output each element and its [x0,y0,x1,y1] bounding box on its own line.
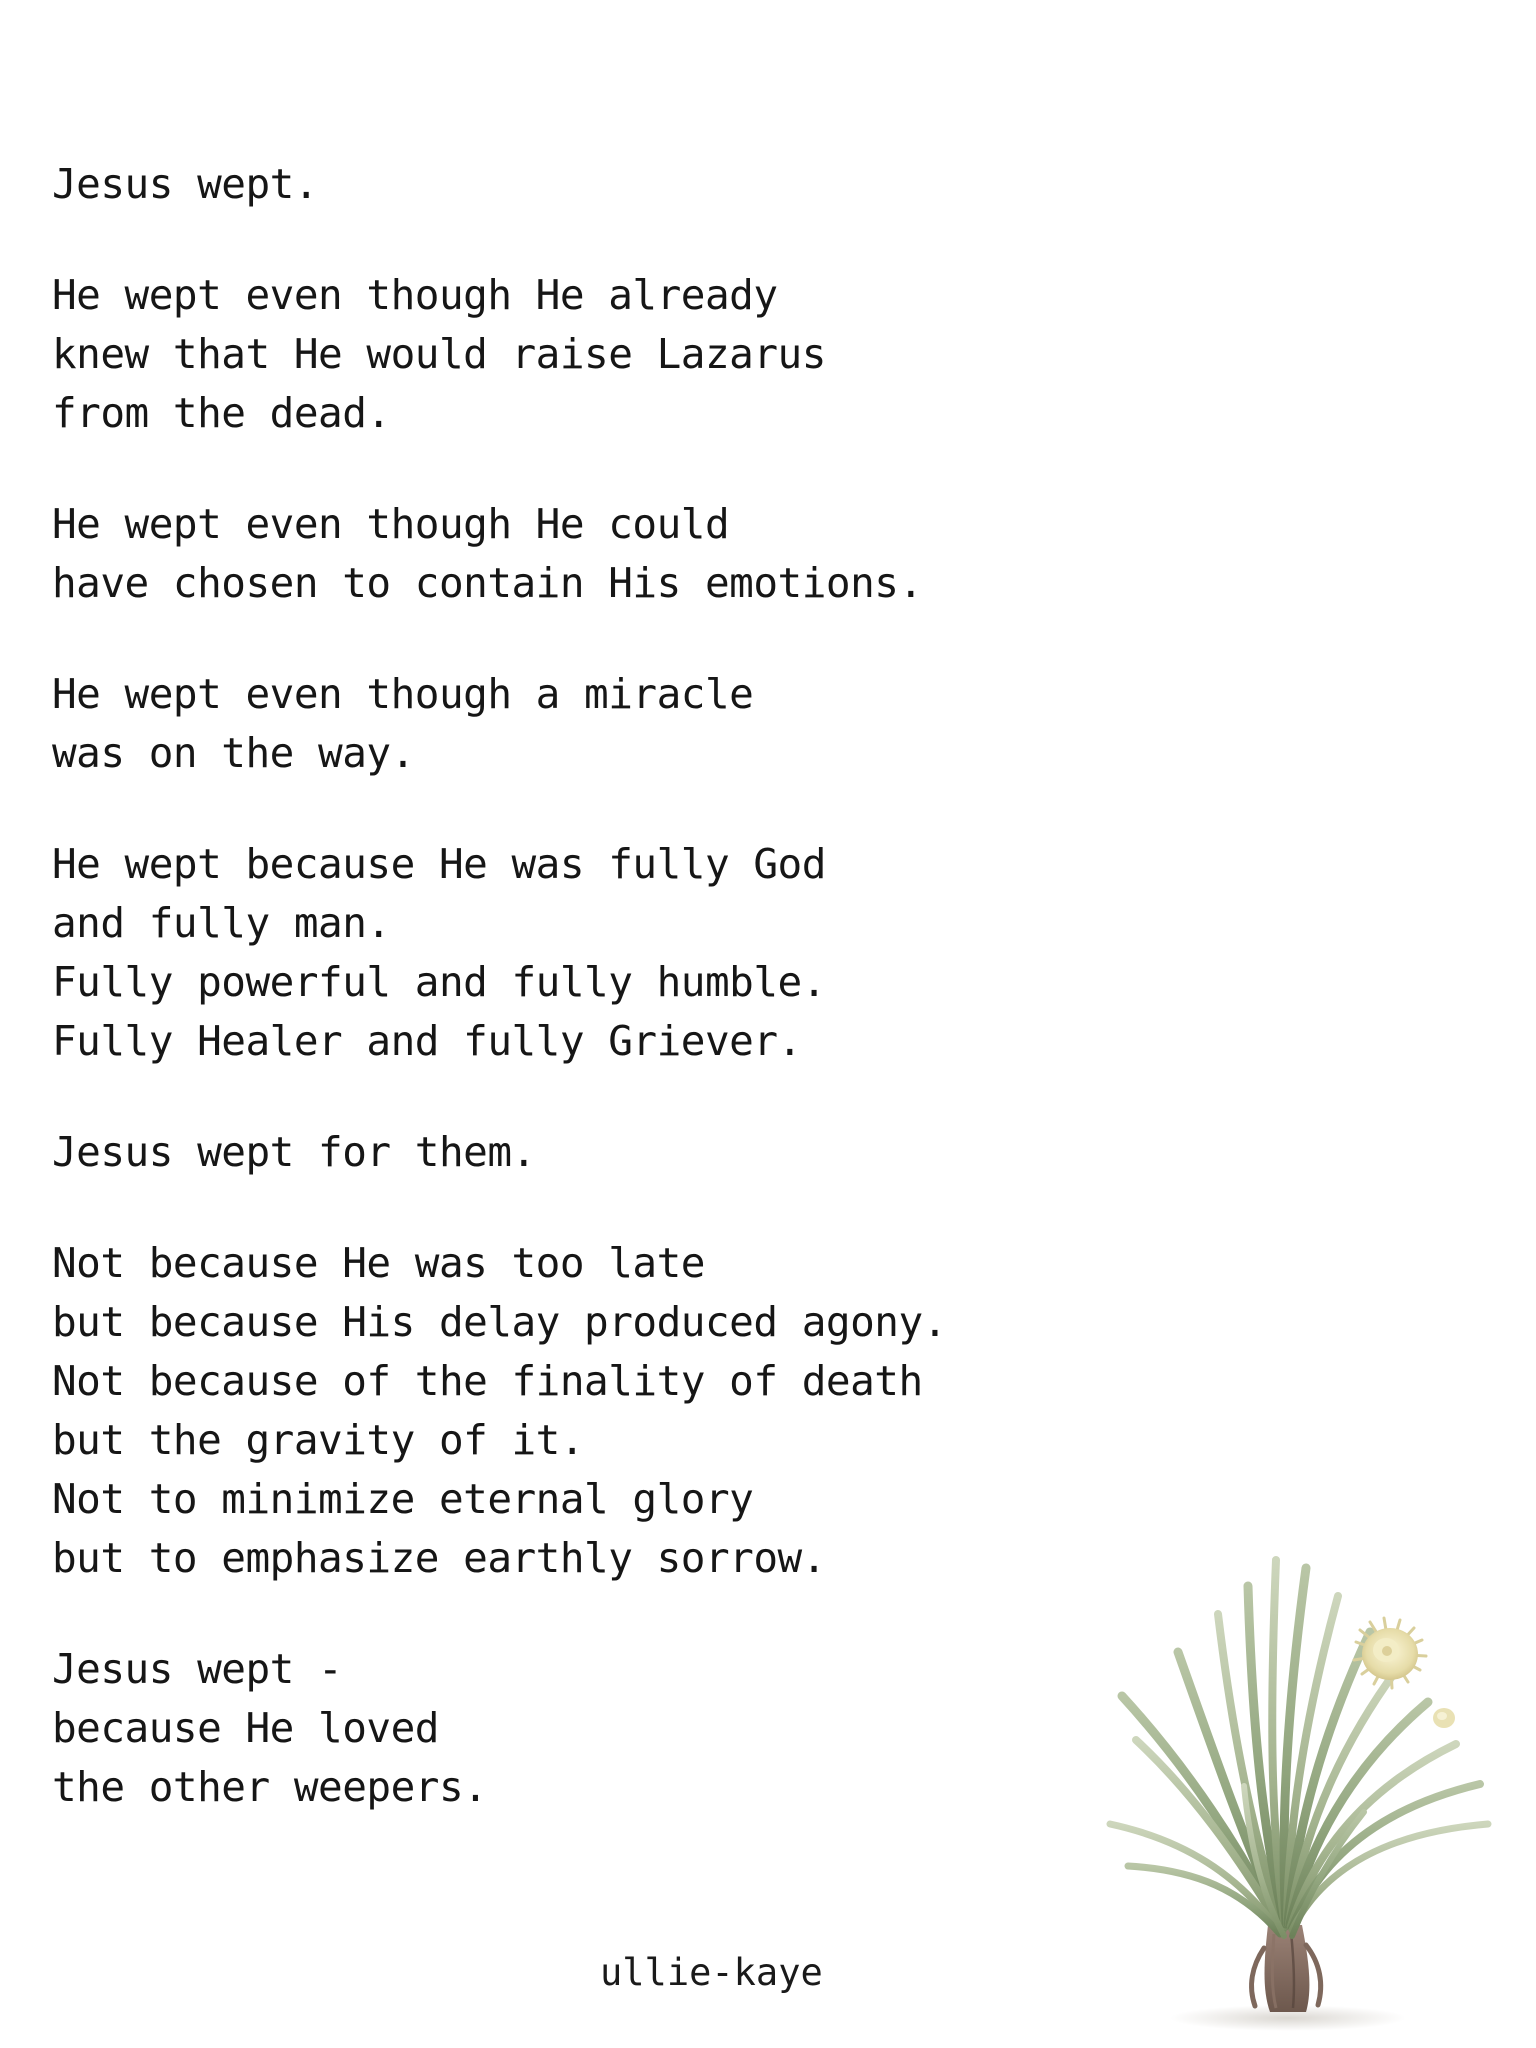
poem-line: Jesus wept - [52,1645,343,1693]
poem-line: and fully man. [52,899,391,947]
poem-body [52,155,1232,1817]
poem-line: He wept because He was fully God [52,840,826,888]
stanza [52,665,1232,783]
poem-line: He wept even though a miracle [52,670,754,718]
poem-line: but because His delay produced agony. [52,1298,947,1346]
stanza [52,155,1232,214]
poem-line: from the dead. [52,389,391,437]
poem-line: was on the way. [52,729,415,777]
poem-line: Not because of the finality of death [52,1357,923,1405]
stanza [52,1234,1232,1588]
poem-line: Jesus wept. [52,160,319,208]
stanza [52,266,1232,443]
poem-line: Not because He was too late [52,1239,705,1287]
stanza [52,1640,1232,1817]
poem-line: Fully Healer and fully Griever. [52,1017,802,1065]
poem-line: but to emphasize earthly sorrow. [52,1534,826,1582]
stanza [52,495,1232,613]
poem-line: but the gravity of it. [52,1416,585,1464]
poem-line: the other weepers. [52,1763,488,1811]
poem-line: He wept even though He could [52,500,730,548]
poem-line: have chosen to contain His emotions. [52,559,923,607]
author-signature: ullie-kaye [600,1951,823,1994]
poem-line: He wept even though He already [52,271,778,319]
poem-line: because He loved [52,1704,439,1752]
stanza [52,835,1232,1071]
stanza [52,1123,1232,1182]
poem-line: knew that He would raise Lazarus [52,330,826,378]
poem-line: Jesus wept for them. [52,1128,536,1176]
poem-line: Fully powerful and fully humble. [52,958,826,1006]
poem-line: Not to minimize eternal glory [52,1475,754,1523]
